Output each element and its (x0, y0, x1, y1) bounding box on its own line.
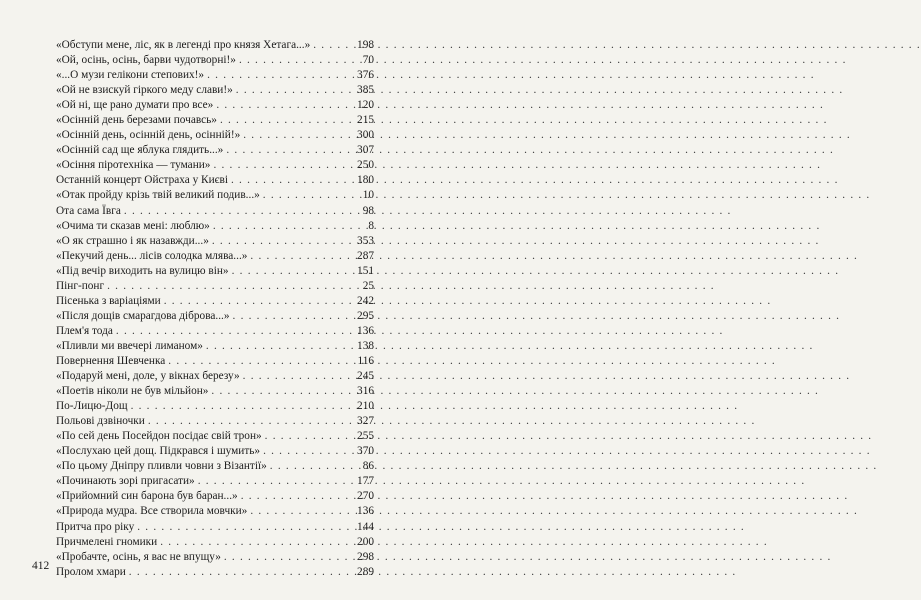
toc-entry (56, 384, 374, 399)
toc-entry-page: 8 (368, 219, 374, 232)
toc-entry-title: Польові дзвіночки (56, 415, 145, 428)
dot-leader (263, 444, 354, 459)
toc-entry-page: 86 (362, 460, 374, 473)
book-page (0, 0, 400, 600)
dot-leader (131, 399, 354, 414)
toc-entry-title: Пісенька з варіаціями (56, 294, 161, 307)
dot-leader (107, 279, 360, 294)
dot-leader (243, 369, 354, 384)
toc-entry (56, 504, 374, 519)
toc-entry-title: «Осінній день, осінній день, осінній!» (56, 129, 241, 142)
dot-leader (232, 264, 354, 279)
toc-entry-page: 316 (357, 385, 374, 398)
toc-entry (56, 98, 374, 113)
toc-entry (56, 550, 374, 565)
toc-entry-title: «Пливли ми ввечері лиманом» (56, 339, 203, 352)
toc-entry (56, 158, 374, 173)
toc-entry-page: 210 (357, 400, 374, 413)
toc-entry (56, 414, 374, 429)
toc-entry (56, 339, 374, 354)
dot-leader (160, 535, 354, 550)
toc-entry-page: 255 (357, 430, 374, 443)
toc-entry-page: 116 (357, 354, 374, 367)
toc-entry-page: 250 (357, 159, 374, 172)
toc-entry (56, 173, 374, 188)
toc-entry-page: 353 (357, 234, 374, 247)
toc-entry-page: 270 (357, 490, 374, 503)
toc-entry-title: «Під вечір виходить на вулицю він» (56, 264, 229, 277)
toc-entry (56, 113, 374, 128)
toc-entry-title: «По сей день Посейдон посідає свій трон» (56, 430, 262, 443)
toc-entry-title: «Подаруй мені, доле, у вікнах березу» (56, 370, 240, 383)
toc-entry-page: 242 (357, 294, 374, 307)
toc-entry-title: «Осінній день березами почавсь» (56, 114, 217, 127)
toc-entry-title: «Після дощів смарагдова діброва...» (56, 309, 230, 322)
dot-leader (241, 489, 354, 504)
toc-entry-title: «Пробачте, осінь, я вас не впущу» (56, 550, 221, 563)
toc-entry-page: 25 (362, 279, 374, 292)
toc-entry-title: «Ой, осінь, осінь, барви чудотворні!» (56, 54, 236, 67)
toc-entry-title: «Починають зорі пригасати» (56, 475, 195, 488)
toc-entry-title: «Поетів ніколи не був мільйон» (56, 385, 209, 398)
toc-entry-title: Плем'я тода (56, 324, 113, 337)
toc-entry-page: 70 (362, 54, 374, 67)
dot-leader (206, 339, 354, 354)
toc-entry-page: 295 (357, 309, 374, 322)
toc-entry-title: Притча про ріку (56, 520, 135, 533)
toc-entry-title: «Обступи мене, ліс, як в легенді про князя Хетага...» (56, 39, 311, 51)
toc-entry-title: «Послухаю цей дощ. Підкрався і шумить» (56, 445, 261, 458)
toc-entry-page: 98 (362, 204, 374, 217)
toc-entry (56, 234, 374, 249)
toc-entry (56, 369, 374, 384)
toc-entry-page: 136 (357, 324, 374, 337)
toc-entry (56, 38, 374, 53)
dot-leader (270, 459, 360, 474)
toc-entry-page: 120 (357, 99, 374, 112)
toc-entry-title: «Отак пройду крізь твій великий подив...» (56, 189, 260, 202)
toc-entry (56, 143, 374, 158)
toc-entry-title: «Очима ти сказав мені: люблю» (56, 219, 210, 232)
toc-entry (56, 219, 374, 234)
toc-entry-page: 376 (357, 69, 374, 82)
toc-entry-page: 298 (357, 550, 374, 563)
dot-leader (226, 143, 354, 158)
dot-leader (250, 504, 354, 519)
toc-entry-page: 307 (357, 144, 374, 157)
dot-leader (216, 98, 354, 113)
toc-entry-page: 151 (357, 264, 374, 277)
toc-entry (56, 399, 374, 414)
dot-leader (236, 83, 354, 98)
page-number: 412 (32, 560, 50, 572)
toc-entry-page: 138 (357, 339, 374, 352)
toc-entry-title: Пінг-понг (56, 279, 105, 292)
dot-leader (137, 520, 354, 535)
dot-leader (213, 158, 354, 173)
toc-entry-page: 10 (362, 189, 374, 202)
toc-entry-page: 198 (357, 39, 374, 51)
dot-leader (233, 309, 355, 324)
dot-leader (212, 234, 354, 249)
dot-leader (224, 550, 354, 565)
dot-leader (231, 173, 354, 188)
dot-leader (129, 565, 354, 580)
toc-entry-title: «Пекучий день... лісів солодка млява...» (56, 249, 248, 262)
dot-leader (164, 294, 354, 309)
toc-entry-page: 289 (357, 565, 374, 578)
dot-leader (213, 219, 366, 234)
toc-entry-title: Причмелені гномики (56, 535, 158, 548)
toc-entry-page: 180 (357, 174, 374, 187)
toc-entry (56, 279, 374, 294)
toc-entry (56, 204, 374, 219)
toc-entry-page: 215 (357, 114, 374, 127)
toc-entry-page: 245 (357, 370, 374, 383)
toc-entry-page: 144 (357, 520, 374, 533)
toc-entry-title: «Природа мудра. Все створила мовчки» (56, 505, 248, 518)
toc-entry (56, 128, 374, 143)
toc-entry-page: 300 (357, 129, 374, 142)
dot-leader (239, 53, 360, 68)
toc-entry (56, 354, 374, 369)
toc-entry (56, 188, 374, 203)
toc-entry-title: «Осіння піротехніка — тумани» (56, 159, 211, 172)
toc-entry-title: «Осінній сад ще яблука глядить...» (56, 144, 224, 157)
toc-entry (56, 249, 374, 264)
toc-entry (56, 83, 374, 98)
table-of-contents (56, 38, 374, 580)
dot-leader (211, 384, 354, 399)
toc-entry (56, 324, 374, 339)
toc-entry-page: 327 (357, 415, 374, 428)
toc-entry-title: «...О музи гелікони степових!» (56, 69, 205, 82)
toc-entry-title: Ота сама Ївга (56, 204, 121, 217)
toc-entry (56, 294, 374, 309)
toc-entry (56, 309, 374, 324)
dot-leader (198, 474, 354, 489)
toc-entry (56, 264, 374, 279)
toc-entry (56, 68, 374, 83)
toc-entry-title: «Ой ні, ще рано думати про все» (56, 99, 214, 112)
toc-entry (56, 459, 374, 474)
toc-entry (56, 429, 374, 444)
dot-leader (265, 429, 354, 444)
toc-entry-title: Пролом хмари (56, 565, 126, 578)
toc-entry-page: 177 (357, 475, 374, 488)
dot-leader (313, 38, 354, 53)
dot-leader (116, 324, 354, 339)
toc-entry-title: «Прийомний син барона був баран...» (56, 490, 238, 503)
toc-entry (56, 53, 374, 68)
toc-entry-title: «О як страшно і як назавжди...» (56, 234, 209, 247)
toc-entry-page: 385 (357, 84, 374, 97)
dot-leader (243, 128, 354, 143)
dot-leader (207, 68, 354, 83)
dot-leader (148, 414, 354, 429)
dot-leader (263, 188, 360, 203)
toc-entry-title: «Ой не взискуй гіркого меду слави!» (56, 84, 233, 97)
dot-leader (220, 113, 354, 128)
toc-entry-title: «По цьому Дніпру пливли човни з Візантії» (56, 460, 267, 473)
toc-entry-page: 370 (357, 445, 374, 458)
toc-entry (56, 444, 374, 459)
toc-entry-page: 200 (357, 535, 374, 548)
toc-entry-page: 136 (357, 505, 374, 518)
toc-entry (56, 565, 374, 580)
toc-entry (56, 474, 374, 489)
toc-entry (56, 520, 374, 535)
toc-entry-title: Повернення Шевченка (56, 354, 166, 367)
dot-leader (168, 354, 354, 369)
dot-leader (124, 204, 360, 219)
toc-entry-title: Останній концерт Ойстраха у Києві (56, 174, 228, 187)
toc-entry-title: По-Лицю-Дощ (56, 400, 128, 413)
toc-entry-page: 287 (357, 249, 374, 262)
toc-entry (56, 489, 374, 504)
dot-leader (250, 249, 354, 264)
toc-entry (56, 535, 374, 550)
